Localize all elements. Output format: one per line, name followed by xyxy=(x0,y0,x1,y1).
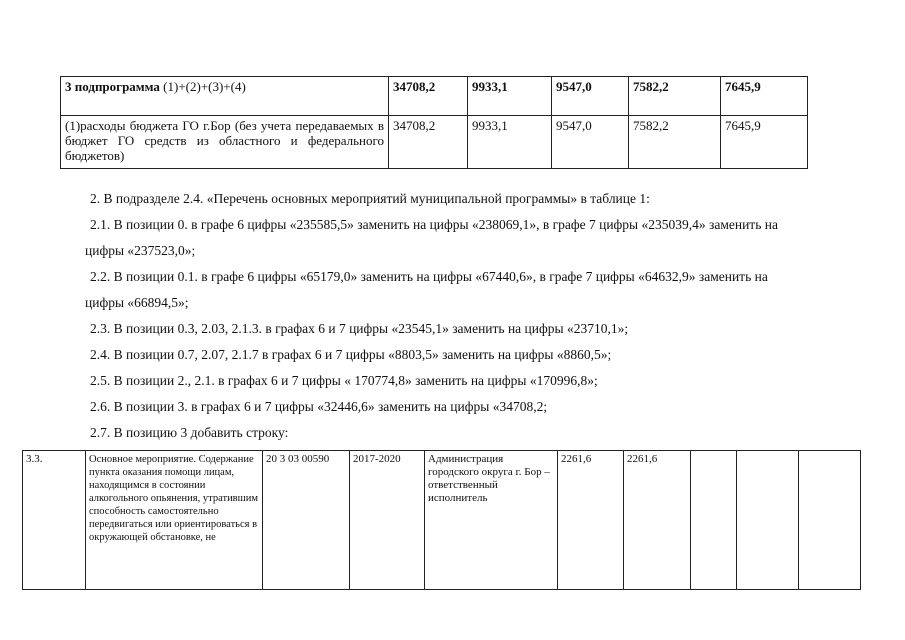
paragraph: 2.1. В позиции 0. в графе 6 цифры «235585,5» заменить на цифры «238069,1», в графе 7 цифры «235039,4» заменить на xyxy=(90,217,778,232)
value-cell: 2261,6 xyxy=(558,451,624,590)
amendment-paragraphs xyxy=(85,186,880,446)
measure-description-cell: Основное мероприятие. Содержание пункта оказания помощи лицам, находящимся в состоянии алкогольного опьянения, утратившим способность самостоятельно передвигаться или ориентироваться в окружающей обстановке, не xyxy=(86,451,263,590)
period-cell: 2017-2020 xyxy=(350,451,425,590)
paragraph: 2.2. В позиции 0.1. в графе 6 цифры «65179,0» заменить на цифры «67440,6», в графе 7 цифры «64632,9» заменить на xyxy=(90,269,768,284)
table-row xyxy=(61,77,808,116)
value-cell xyxy=(737,451,799,590)
table-row xyxy=(61,116,808,169)
subprogram-title: 3 подпрограмма xyxy=(65,79,160,94)
value-cell: 7645,9 xyxy=(721,116,808,169)
paragraph: 2.6. В позиции 3. в графах 6 и 7 цифры «32446,6» заменить на цифры «34708,2; xyxy=(90,399,548,414)
new-row-table xyxy=(22,450,861,590)
paragraph: 2.7. В позицию 3 добавить строку: xyxy=(90,425,289,440)
value-cell: 7582,2 xyxy=(629,77,721,116)
value-cell: 2261,6 xyxy=(624,451,691,590)
value-cell: 9933,1 xyxy=(468,77,552,116)
subprogram-formula: (1)+(2)+(3)+(4) xyxy=(159,79,246,94)
budget-code-cell: 20 3 03 00590 xyxy=(263,451,350,590)
paragraph: цифры «237523,0»; xyxy=(85,243,196,258)
value-cell: 34708,2 xyxy=(389,77,468,116)
subprogram-3-table xyxy=(60,76,808,169)
paragraph: 2.5. В позиции 2., 2.1. в графах 6 и 7 цифры « 170774,8» заменить на цифры «170996,8»; xyxy=(90,373,598,388)
value-cell: 34708,2 xyxy=(389,116,468,169)
value-cell: 7645,9 xyxy=(721,77,808,116)
value-cell: 9547,0 xyxy=(552,116,629,169)
value-cell: 9933,1 xyxy=(468,116,552,169)
value-cell xyxy=(691,451,737,590)
paragraph: цифры «66894,5»; xyxy=(85,295,189,310)
subprogram-title-cell xyxy=(61,77,389,116)
value-cell xyxy=(799,451,861,590)
value-cell: 9547,0 xyxy=(552,77,629,116)
budget-expenses-cell: (1)расходы бюджета ГО г.Бор (без учета передаваемых в бюджет ГО средств из областного и федерального бюджетов) xyxy=(61,116,389,169)
table-row xyxy=(23,451,861,590)
value-cell: 7582,2 xyxy=(629,116,721,169)
executor-cell: Администрация городского округа г. Бор – ответственный исполнитель xyxy=(425,451,558,590)
paragraph: 2. В подразделе 2.4. «Перечень основных мероприятий муниципальной программы» в таблице 1: xyxy=(90,191,650,206)
paragraph: 2.3. В позиции 0.3, 2.03, 2.1.3. в графах 6 и 7 цифры «23545,1» заменить на цифры «23710,1»; xyxy=(90,321,629,336)
position-number-cell: 3.3. xyxy=(23,451,86,590)
paragraph: 2.4. В позиции 0.7, 2.07, 2.1.7 в графах 6 и 7 цифры «8803,5» заменить на цифры «8860,5»; xyxy=(90,347,612,362)
